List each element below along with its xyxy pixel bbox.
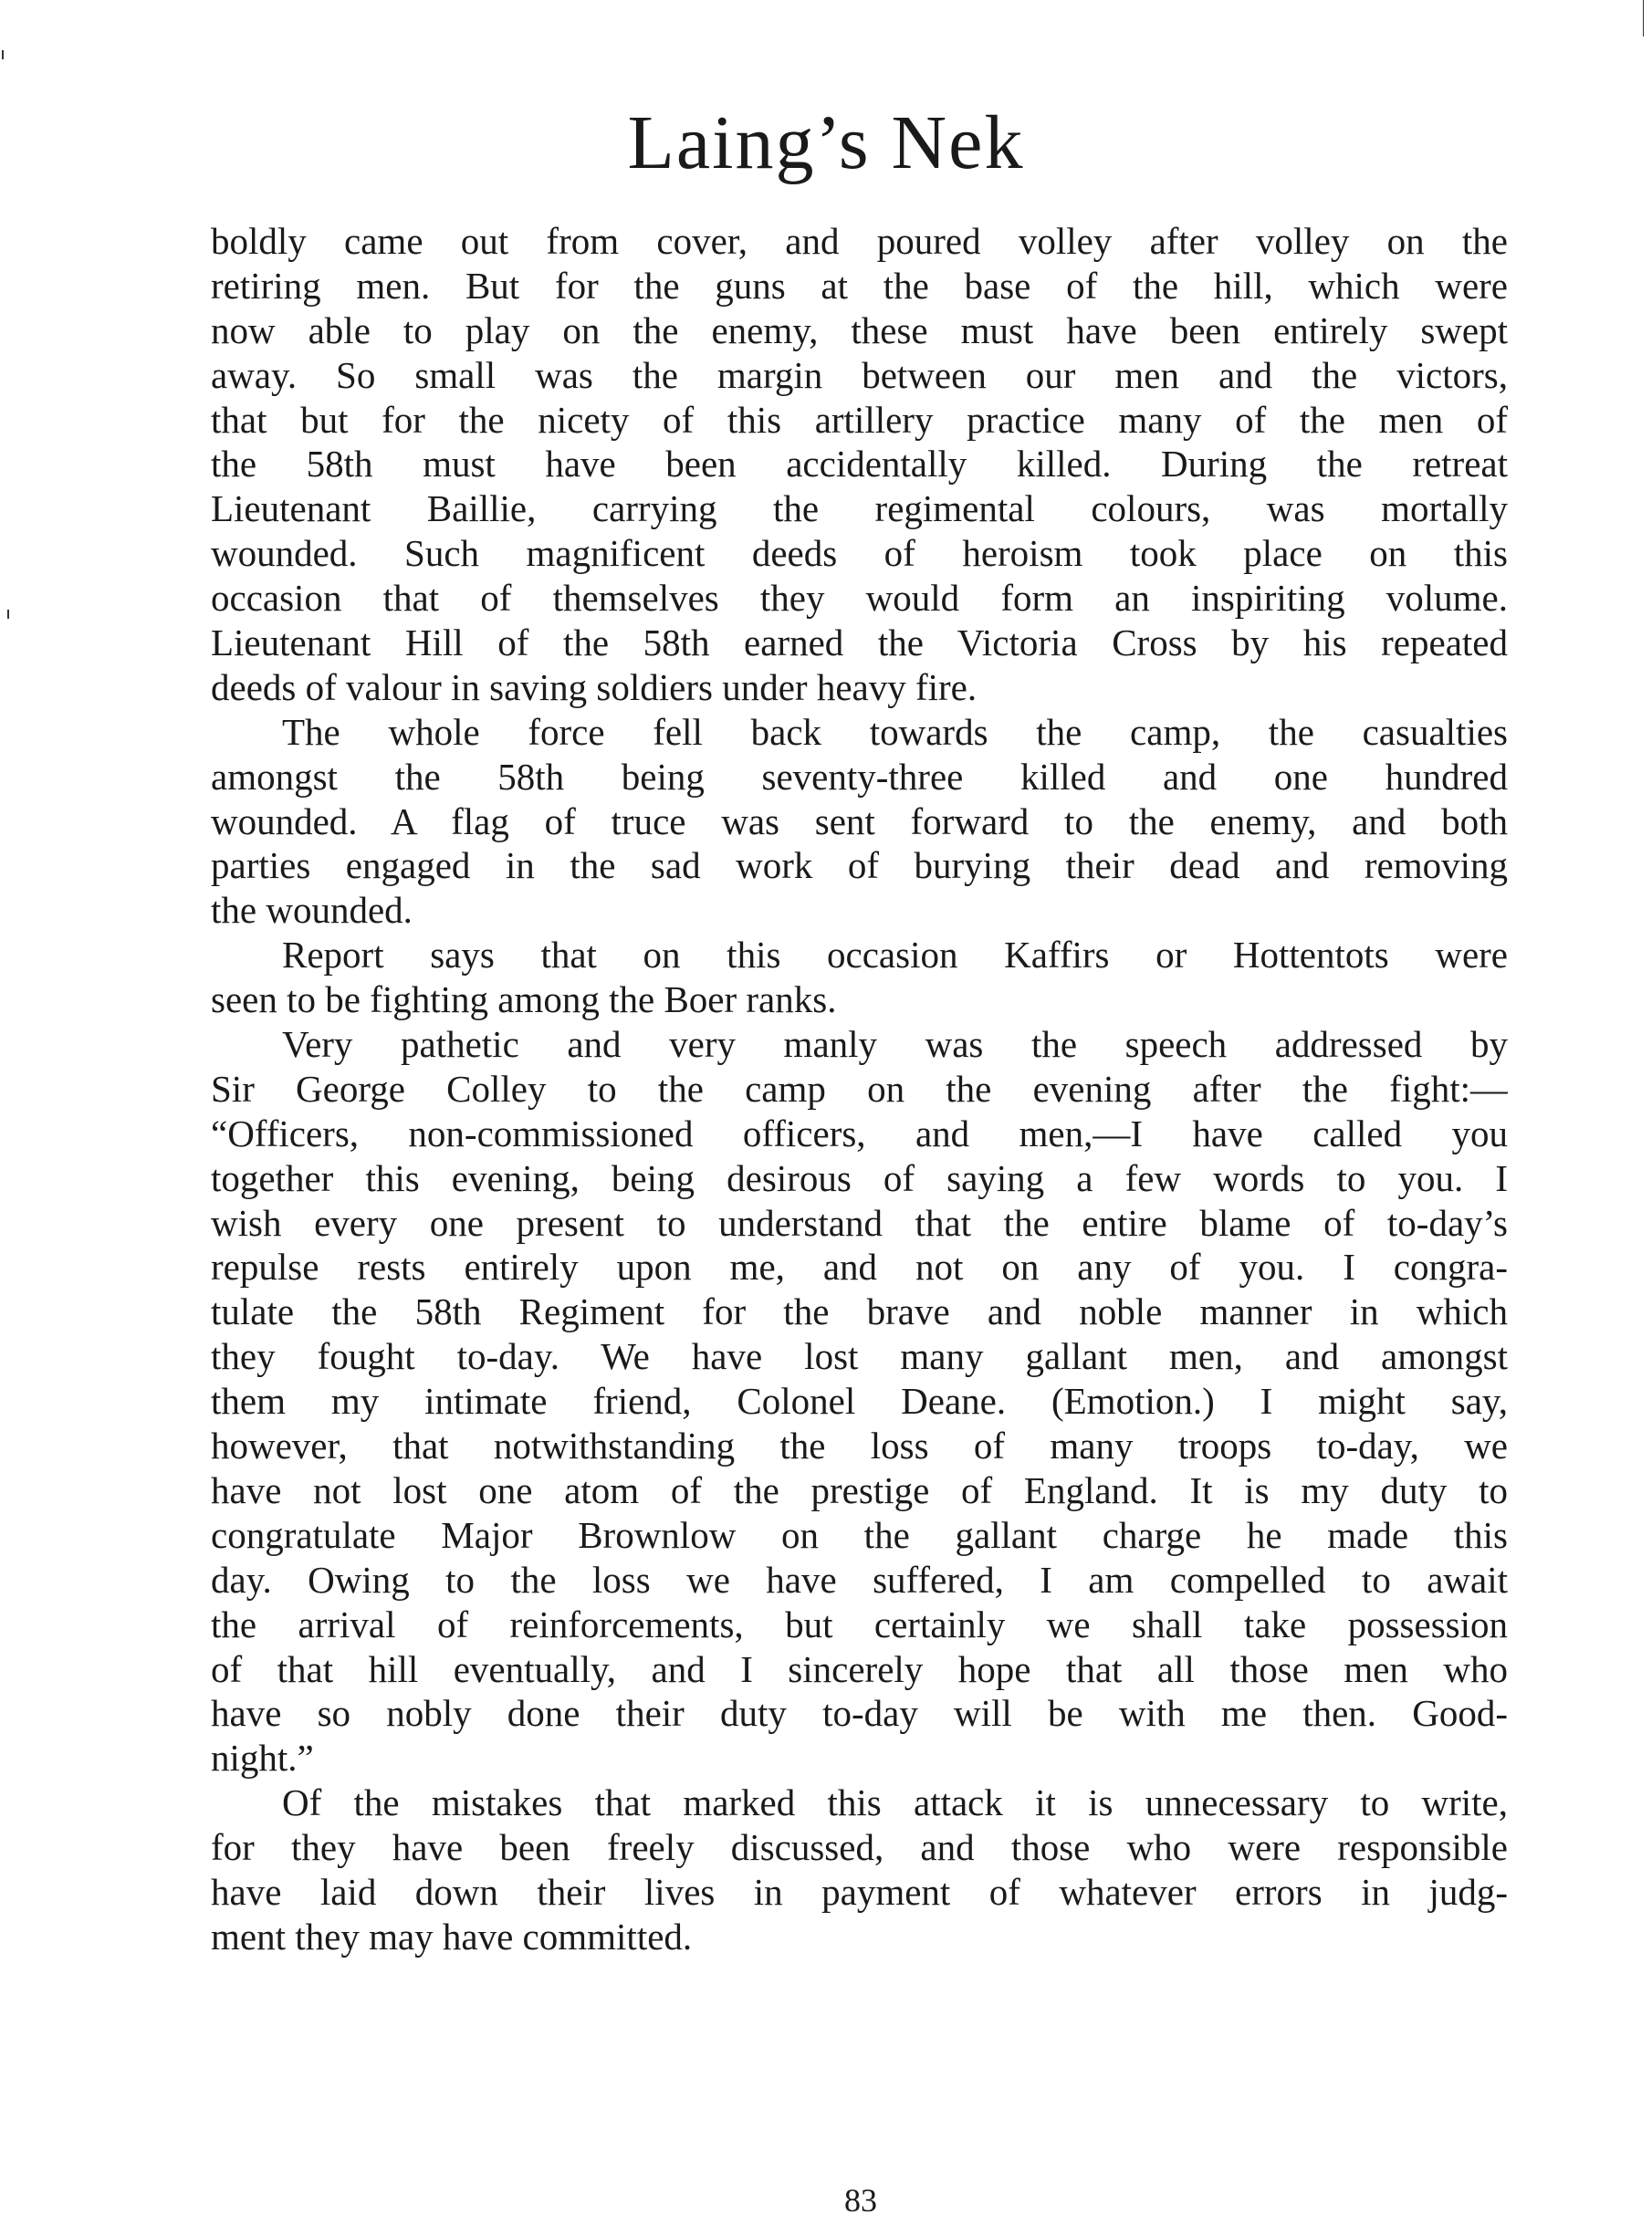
text-line: the arrival of reinforcements, but certainly we shall take possession xyxy=(211,1603,1508,1645)
page-number: 83 xyxy=(844,2182,877,2219)
text-line: wish every one present to understand that the entire blame of to-day’s xyxy=(211,1201,1508,1244)
text-line: the wounded. xyxy=(211,889,413,932)
text-line: ment they may have committed. xyxy=(211,1915,693,1958)
page-title: Laing’s Nek xyxy=(627,100,1025,185)
text-line: occasion that of themselves they would form an inspiriting volume. xyxy=(211,577,1508,620)
text-line: Of the mistakes that marked this attack it is unnecessary to write, xyxy=(282,1781,1508,1824)
text-line: of that hill eventually, and I sincerely hope that all those men who xyxy=(211,1647,1508,1690)
scan-mark xyxy=(2,50,4,59)
text-line: have laid down their lives in payment of whatever errors in judg- xyxy=(211,1870,1508,1913)
text-line: tulate the 58th Regiment for the brave and noble manner in which xyxy=(211,1290,1508,1333)
text-line: Report says that on this occasion Kaffirs or Hottentots were xyxy=(282,934,1508,977)
text-line: day. Owing to the loss we have suffered, I am compelled to await xyxy=(211,1558,1508,1601)
text-line: Lieutenant Baillie, carrying the regimental colours, was mortally xyxy=(211,487,1508,530)
text-line: parties engaged in the sad work of burying their dead and removing xyxy=(211,844,1508,887)
paragraph xyxy=(211,710,1508,933)
text-line: wounded. Such magnificent deeds of heroism took place on this xyxy=(211,532,1508,575)
text-line: have so nobly done their duty to-day will be with me then. Good- xyxy=(211,1692,1508,1735)
text-line: boldly came out from cover, and poured volley after volley on the xyxy=(211,220,1508,262)
text-line: have not lost one atom of the prestige of England. It is my duty to xyxy=(211,1468,1508,1511)
paragraph xyxy=(211,1781,1508,1959)
text-line: repulse rests entirely upon me, and not on any of you. I congra- xyxy=(211,1246,1508,1289)
text-line: seen to be fighting among the Boer ranks. xyxy=(211,978,837,1021)
text-line: “Officers, non-commissioned officers, and men,—I have called you xyxy=(211,1112,1508,1154)
text-line: deeds of valour in saving soldiers under heavy fire. xyxy=(211,665,978,708)
text-line: congratulate Major Brownlow on the gallant charge he made this xyxy=(211,1513,1508,1556)
text-line: retiring men. But for the guns at the base of the hill, which were xyxy=(211,264,1508,307)
text-line: Sir George Colley to the camp on the evening after the fight:— xyxy=(211,1067,1508,1110)
paragraph xyxy=(211,219,1508,710)
text-line: amongst the 58th being seventy-three killed and one hundred xyxy=(211,755,1508,798)
text-line: they fought to-day. We have lost many gallant men, and amongst xyxy=(211,1335,1508,1378)
text-line: them my intimate friend, Colonel Deane. (Emotion.) I might say, xyxy=(211,1380,1508,1423)
scan-mark xyxy=(1643,0,1644,37)
text-line: wounded. A flag of truce was sent forward to the enemy, and both xyxy=(211,799,1508,842)
body-text xyxy=(211,219,1508,1959)
text-line: away. So small was the margin between our men and the victors, xyxy=(211,353,1508,396)
text-line: now able to play on the enemy, these must have been entirely swept xyxy=(211,308,1508,351)
text-line: Lieutenant Hill of the 58th earned the Victoria Cross by his repeated xyxy=(211,621,1508,664)
text-line: the 58th must have been accidentally killed. During the retreat xyxy=(211,443,1508,486)
paragraph xyxy=(211,1022,1508,1781)
text-line: The whole force fell back towards the camp, the casualties xyxy=(282,710,1508,753)
text-line: together this evening, being desirous of saying a few words to you. I xyxy=(211,1156,1508,1199)
text-line: night.” xyxy=(211,1737,314,1780)
text-line: that but for the nicety of this artillery practice many of the men of xyxy=(211,398,1508,441)
text-line: however, that notwithstanding the loss of many troops to-day, we xyxy=(211,1425,1508,1467)
scan-mark xyxy=(7,610,9,619)
paragraph xyxy=(211,933,1508,1022)
text-line: Very pathetic and very manly was the speech addressed by xyxy=(282,1023,1508,1066)
text-line: for they have been freely discussed, and those who were responsible xyxy=(211,1826,1508,1869)
